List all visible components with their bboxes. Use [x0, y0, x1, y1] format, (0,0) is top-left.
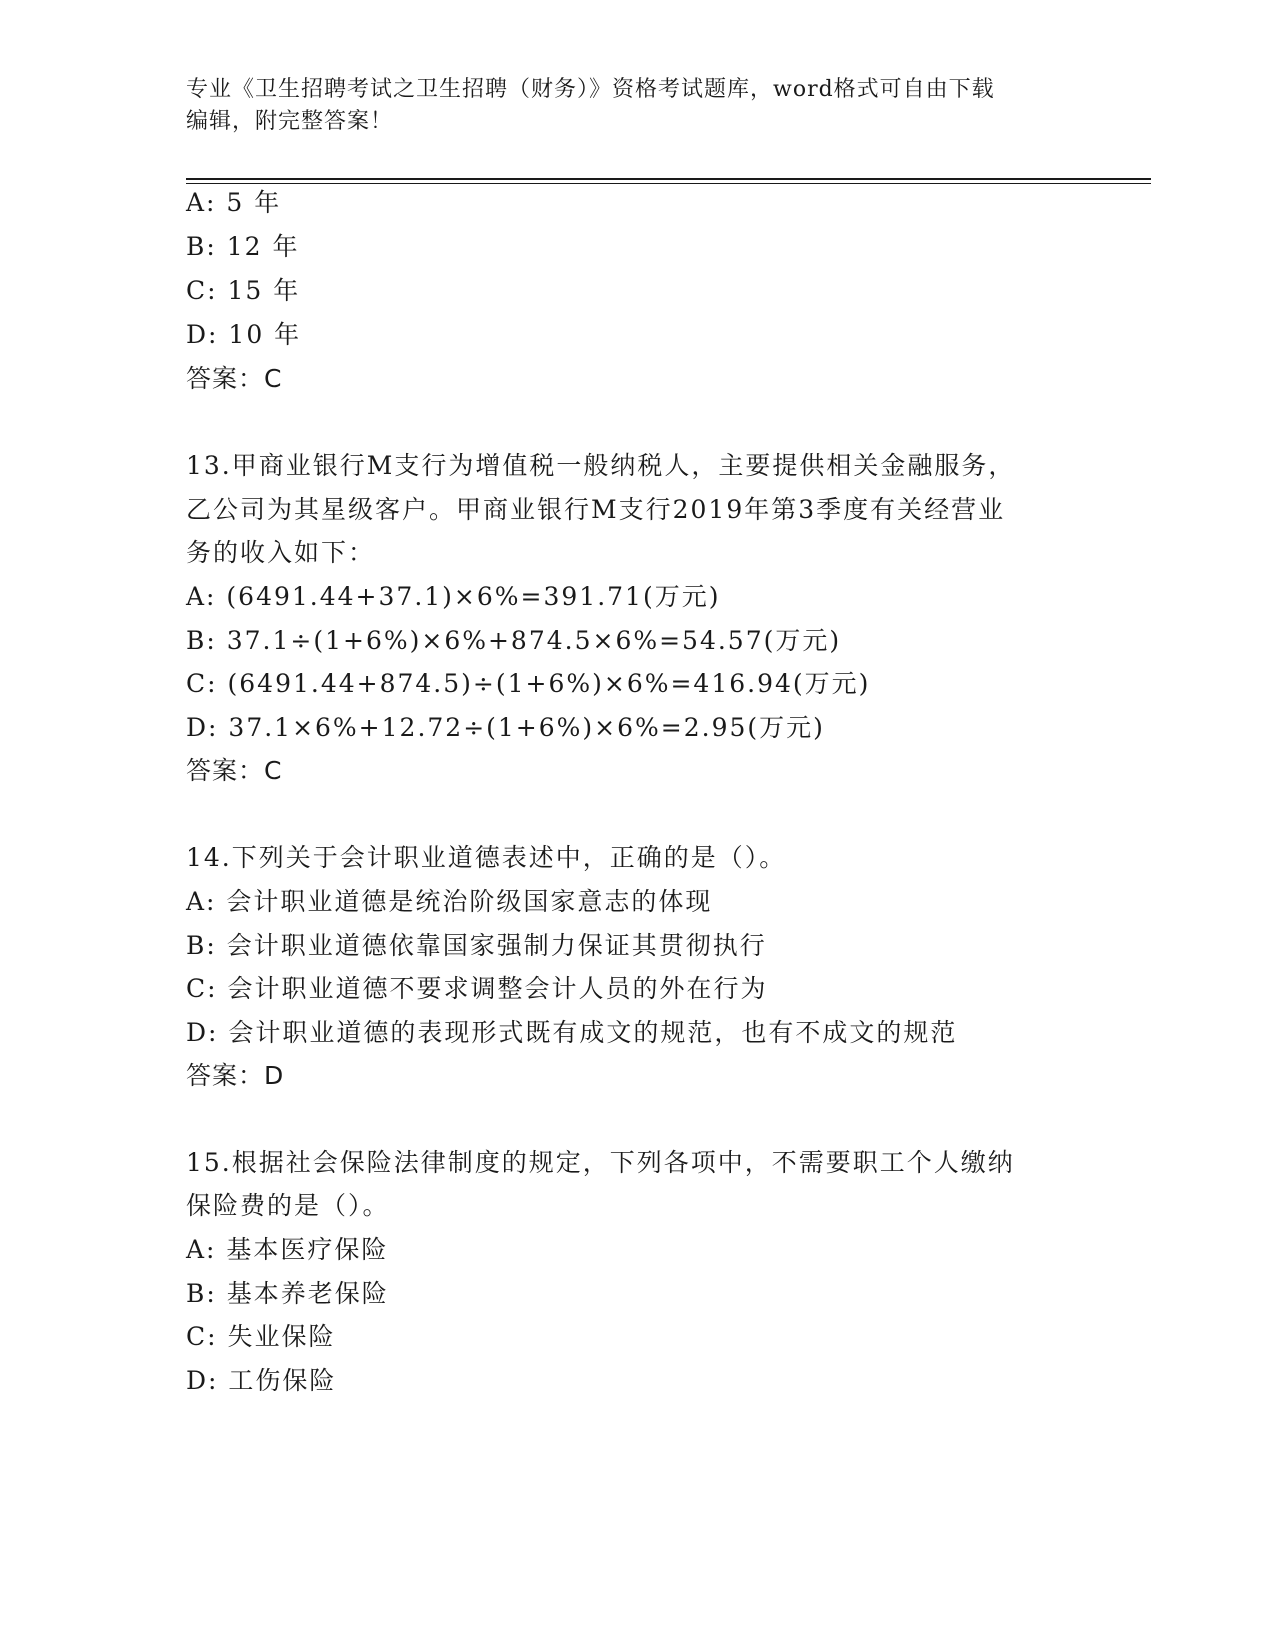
- q14-answer: 答案：D: [186, 1061, 285, 1090]
- document-header: [186, 74, 1066, 138]
- q14-option-a: A: 会计职业道德是统治阶级国家意志的体现: [186, 887, 713, 916]
- header-line-2: 编辑，附完整答案！: [186, 109, 394, 134]
- prev-option-a: A: 5 年: [186, 188, 282, 217]
- q13-option-b: B: 37.1÷(1+6%)×6%+874.5×6%=54.57(万元): [186, 626, 842, 655]
- prev-option-c: C: 15 年: [186, 276, 301, 305]
- header-divider-thin: [186, 183, 1151, 184]
- q14-stem: 14.下列关于会计职业道德表述中，正确的是（）。: [186, 843, 787, 872]
- q13-stem-line-1: 13.甲商业银行M支行为增值税一般纳税人，主要提供相关金融服务，: [186, 451, 1016, 480]
- q13-answer: 答案：C: [186, 756, 283, 785]
- header-divider-thick: [186, 178, 1151, 180]
- q15-option-b: B: 基本养老保险: [186, 1279, 389, 1308]
- q15-option-c: C: 失业保险: [186, 1322, 336, 1351]
- q14-option-c: C: 会计职业道德不要求调整会计人员的外在行为: [186, 974, 768, 1003]
- q13-stem-line-2: 乙公司为其星级客户。甲商业银行M支行2019年第3季度有关经营业: [186, 495, 1006, 524]
- q14-option-d: D: 会计职业道德的表现形式既有成文的规范，也有不成文的规范: [186, 1018, 958, 1047]
- q15-stem-line-2: 保险费的是（）。: [186, 1191, 390, 1220]
- prev-option-b: B: 12 年: [186, 232, 300, 261]
- q14-option-b: B: 会计职业道德依靠国家强制力保证其贯彻执行: [186, 931, 767, 960]
- q13-option-c: C: (6491.44+874.5)÷(1+6%)×6%=416.94(万元): [186, 669, 871, 698]
- prev-option-d: D: 10 年: [186, 320, 302, 349]
- q15-option-a: A: 基本医疗保险: [186, 1235, 389, 1264]
- q15-option-d: D: 工伤保险: [186, 1366, 337, 1395]
- q13-stem-line-3: 务的收入如下：: [186, 538, 376, 567]
- q13-option-a: A: (6491.44+37.1)×6%=391.71(万元): [186, 582, 721, 611]
- q15-stem-line-1: 15.根据社会保险法律制度的规定，下列各项中，不需要职工个人缴纳: [186, 1148, 1015, 1177]
- q13-option-d: D: 37.1×6%+12.72÷(1+6%)×6%=2.95(万元): [186, 713, 825, 742]
- header-line-1: 专业《卫生招聘考试之卫生招聘（财务）》资格考试题库，word格式可自由下载: [186, 77, 995, 102]
- prev-answer: 答案：C: [186, 364, 283, 393]
